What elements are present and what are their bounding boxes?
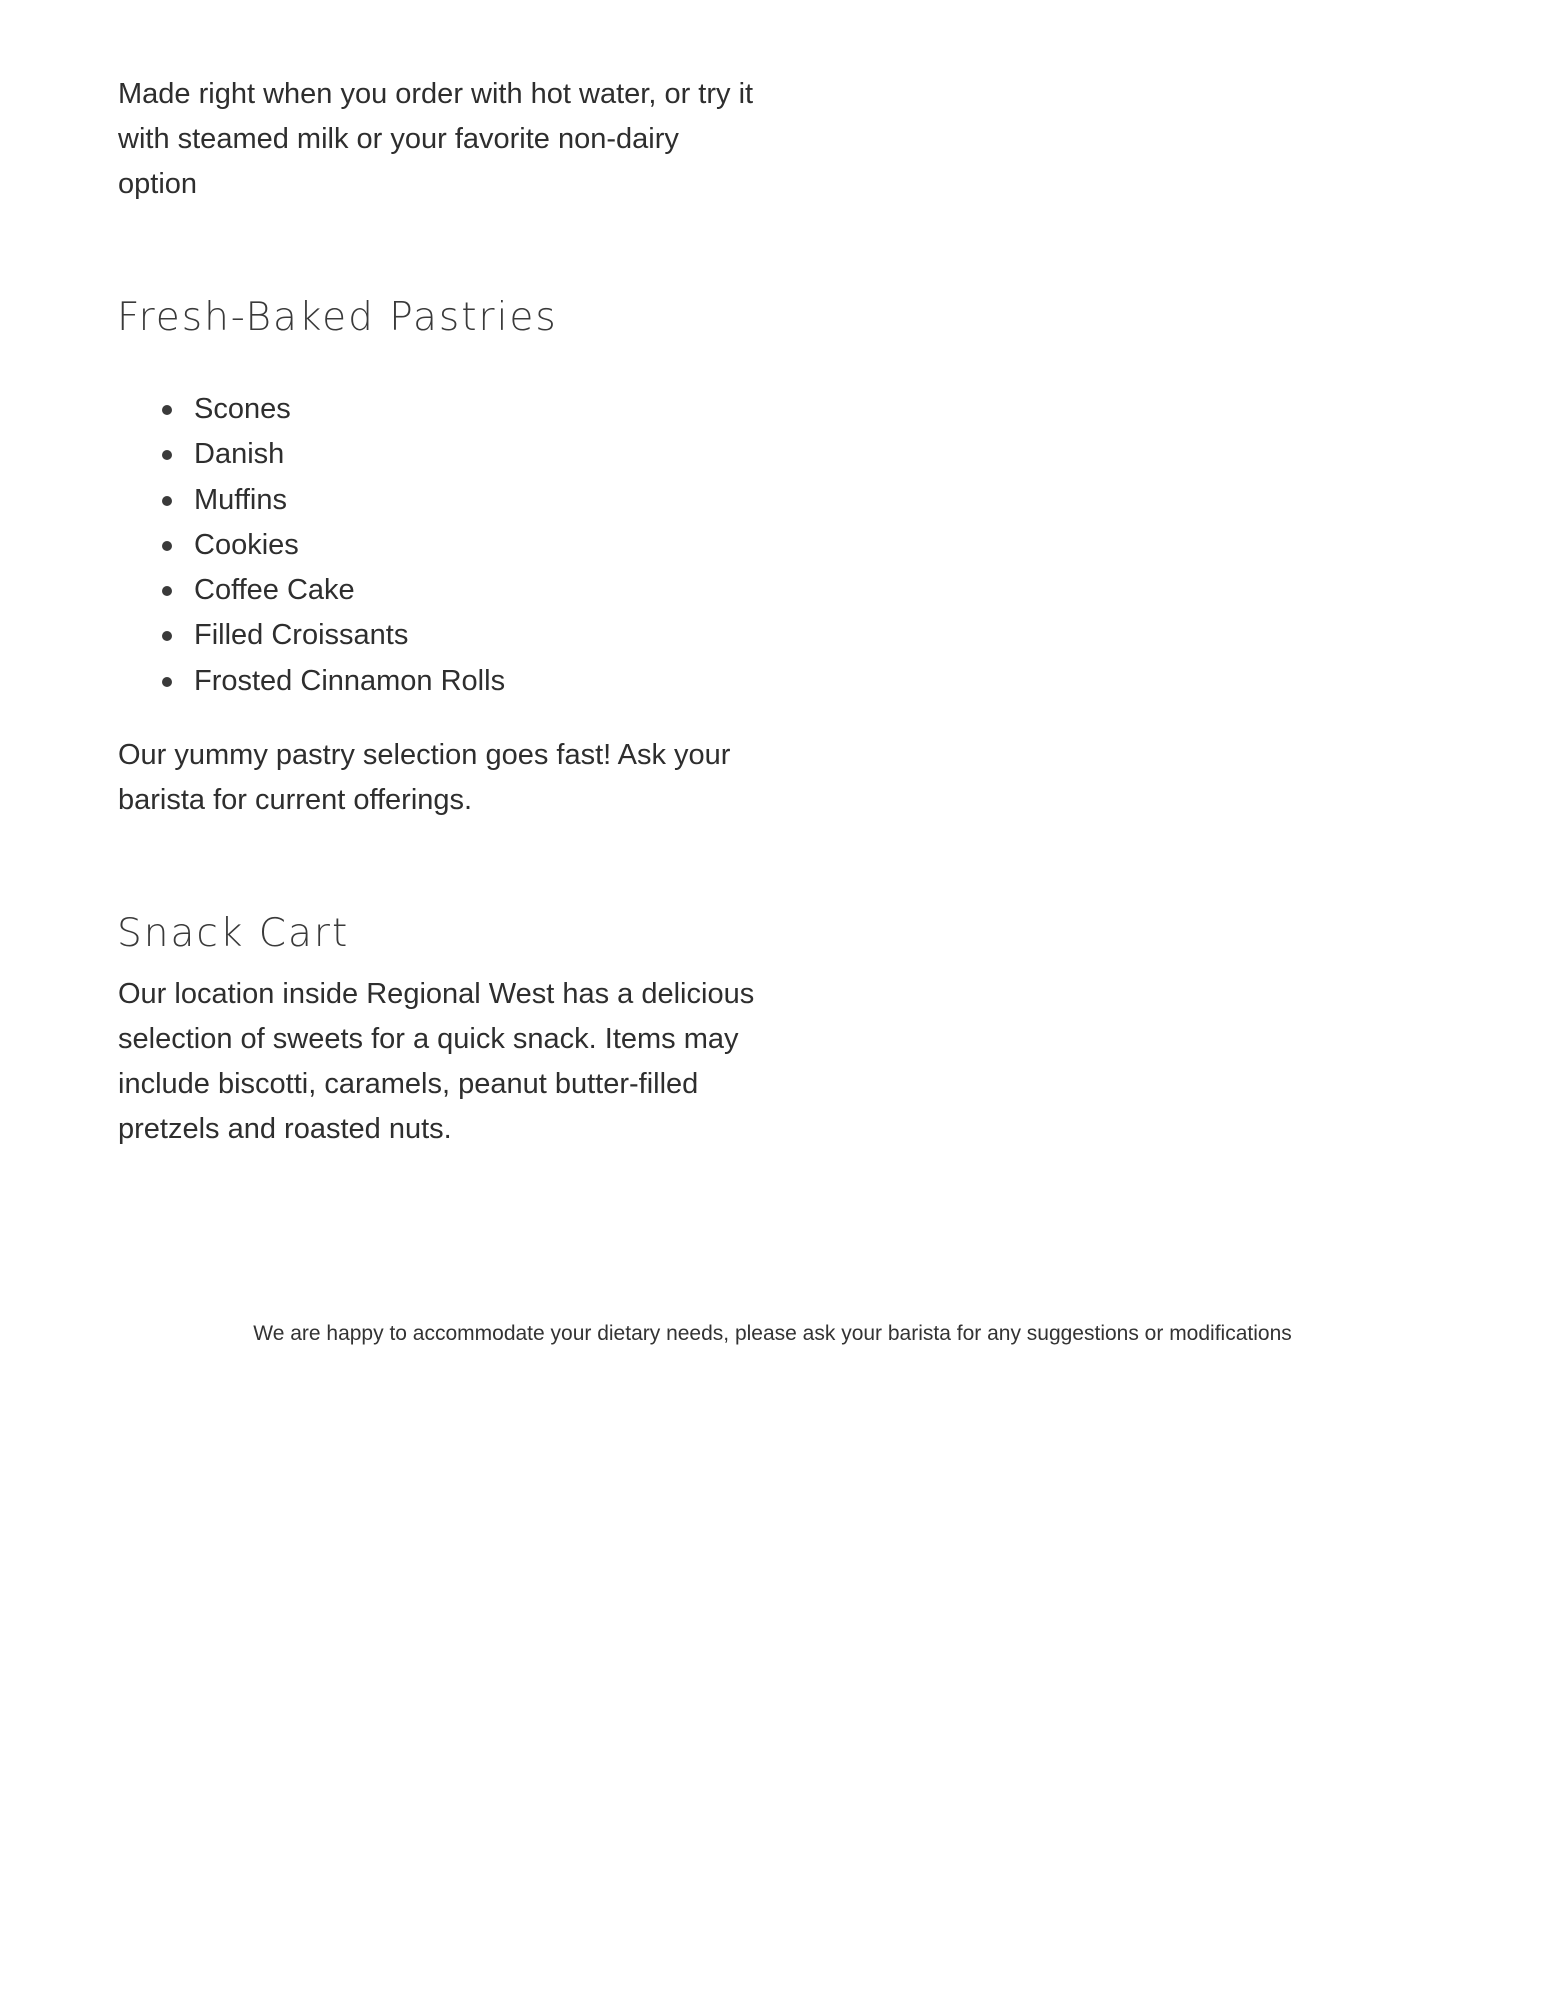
bullet-icon [162, 586, 172, 596]
pastry-item-label: Frosted Cinnamon Rolls [194, 664, 506, 697]
bullet-icon [162, 631, 172, 641]
snack-cart-heading: Snack Cart [117, 911, 350, 956]
bullet-icon [162, 541, 172, 551]
list-item [118, 387, 505, 432]
pastry-item-label: Muffins [194, 483, 287, 516]
pastry-item-label: Cookies [194, 528, 299, 561]
list-item [118, 568, 505, 613]
pastry-item-label: Danish [194, 438, 285, 471]
list-item [118, 432, 505, 477]
bullet-icon [162, 405, 172, 415]
pastry-item-label: Coffee Cake [194, 574, 355, 607]
pastries-heading: Fresh-Baked Pastries [117, 295, 558, 340]
list-item [118, 478, 505, 523]
bullet-icon [162, 496, 172, 506]
bullet-icon [162, 677, 172, 687]
dietary-footer-note: We are happy to accommodate your dietary needs, please ask your barista for any suggestions or modifications [253, 1322, 1292, 1345]
list-item [118, 659, 505, 704]
pastry-item-label: Filled Croissants [194, 619, 409, 652]
bullet-icon [162, 450, 172, 460]
pastries-note: Our yummy pastry selection goes fast! Ask your barista for current offerings. [118, 739, 731, 816]
pastry-item-label: Scones [194, 393, 291, 425]
pastry-list [118, 387, 505, 704]
intro-paragraph: Made right when you order with hot water, or try it with steamed milk or your favorite non-dairy option [118, 78, 754, 200]
list-item [118, 523, 505, 568]
list-item [118, 613, 505, 658]
snack-cart-paragraph: Our location inside Regional West has a delicious selection of sweets for a quick snack. Items may include biscotti, caramels, peanut butter-filled pretzels and roasted nuts. [118, 978, 755, 1145]
